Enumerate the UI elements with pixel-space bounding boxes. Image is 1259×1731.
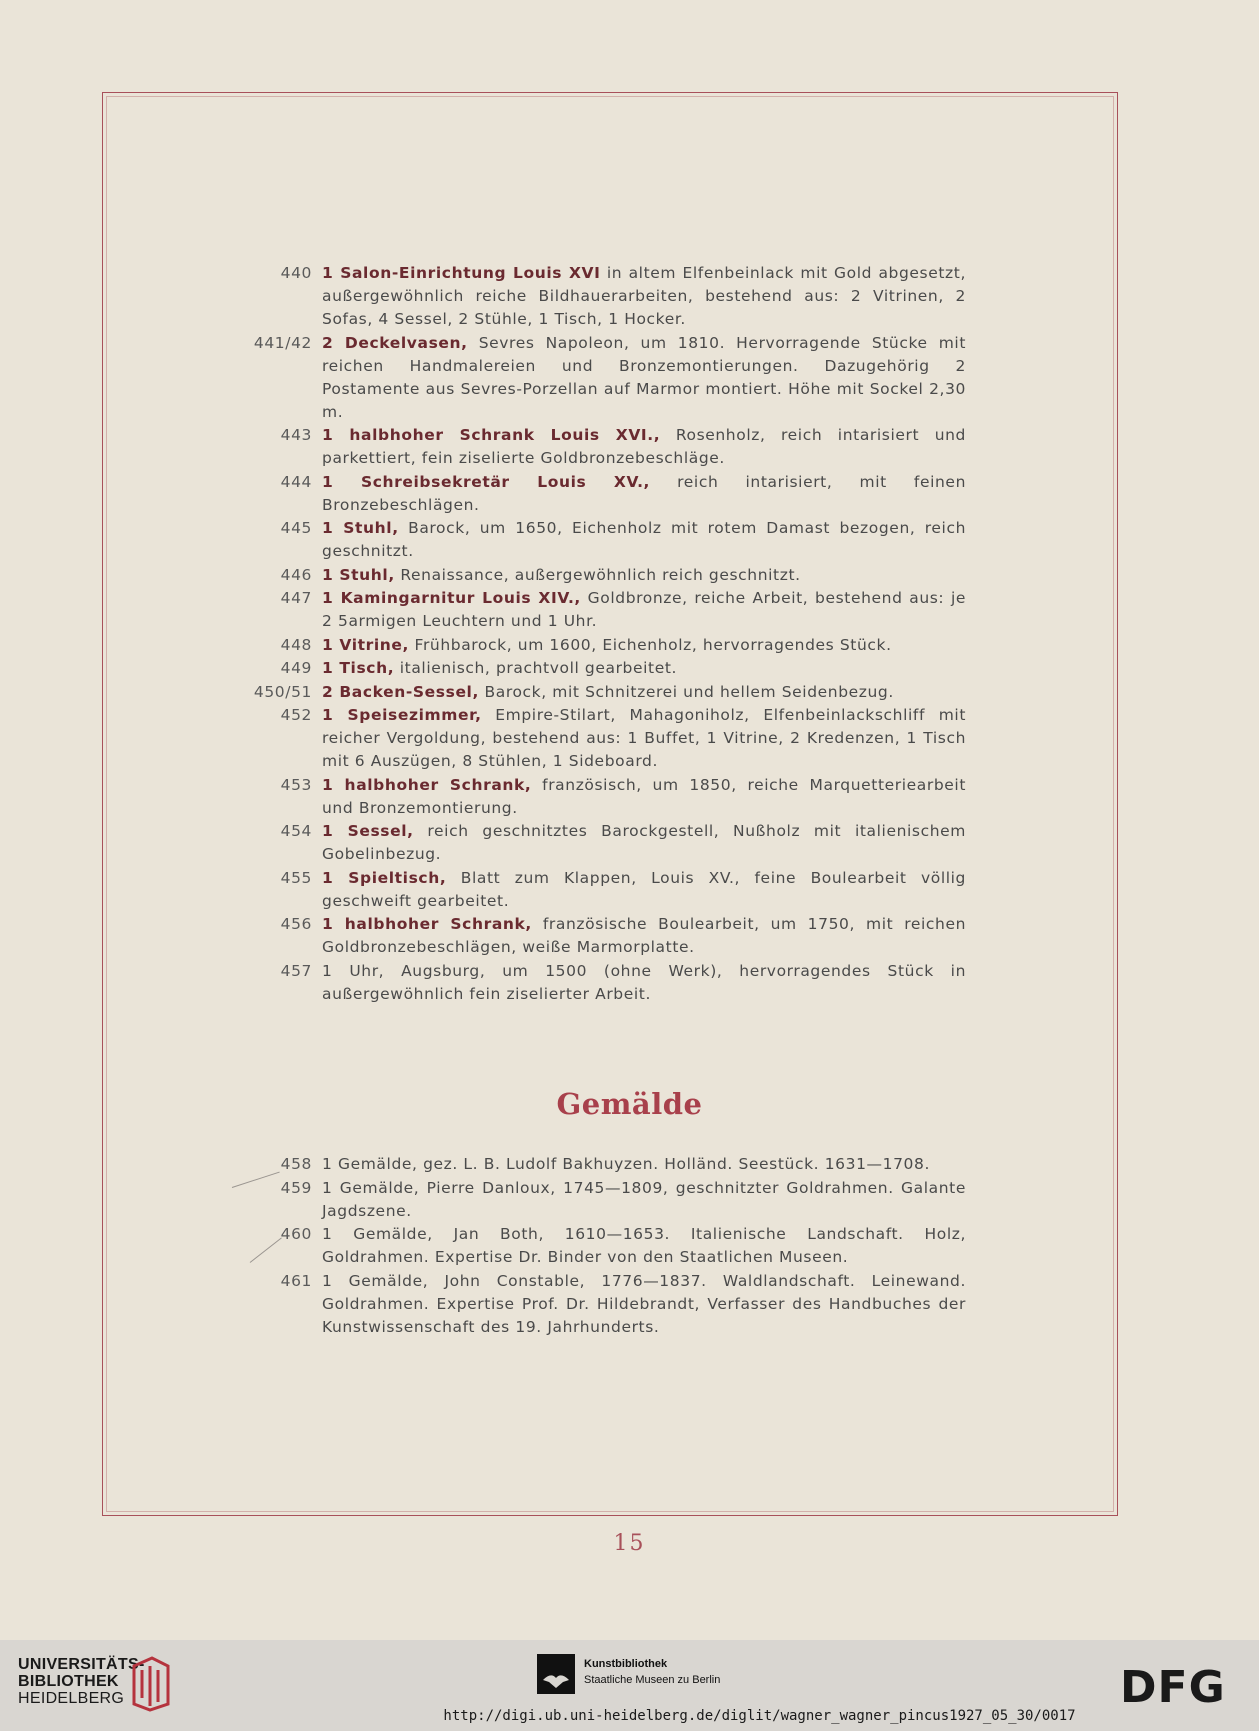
- catalog-entry: [250, 774, 966, 820]
- lot-description: französisch, um 1850, reiche Marquetteriearbeit und Bronzemontierung.: [322, 775, 967, 817]
- lot-title: 1 Schreibsekretär Louis XV.,: [322, 472, 651, 491]
- lot-number: 461: [280, 1271, 312, 1290]
- furniture-entry-list: [250, 262, 966, 1006]
- lot-number: 456: [280, 915, 312, 933]
- lot-number: 444: [280, 472, 312, 491]
- catalog-entry: [250, 1153, 966, 1176]
- lot-title: 1 Sessel,: [322, 822, 414, 840]
- painting-entry-list: [250, 1153, 966, 1339]
- lot-title: 1 halbhoher Schrank,: [322, 775, 532, 794]
- lot-number: 449: [280, 659, 312, 677]
- catalog-entry: [250, 1223, 966, 1269]
- lot-number: 443: [280, 426, 312, 444]
- lot-title: 2 Deckelvasen,: [322, 333, 468, 352]
- catalog-entry: [250, 424, 966, 470]
- catalog-entry: [250, 681, 966, 704]
- lot-description: Rosenholz, reich intarisiert und parkettiert, fein ziselierte Goldbronzebeschläge.: [322, 426, 966, 467]
- lot-title: 1 Stuhl,: [322, 519, 399, 537]
- catalog-entry: [250, 332, 966, 424]
- lot-description: Empire-Stilart, Mahagoniholz, Elfenbeinlackschliff mit reicher Vergoldung, bestehend aus: 1 Buffet, 1 Vitrine, 2 Kredenzen, 1 Tisch mit 6 Auszügen, 8 Stühlen, 1 Sideboard.: [322, 706, 967, 770]
- lot-description: 1 Gemälde, gez. L. B. Ludolf Bakhuyzen. Holländ. Seestück. 1631—1708.: [322, 1155, 931, 1173]
- ub-logo-line: UNIVERSITÄTS-: [18, 1656, 145, 1673]
- lot-description: reich intarisiert, mit feinen Bronzebeschlägen.: [322, 472, 966, 514]
- catalog-entry: [250, 704, 966, 773]
- catalog-entry: [250, 262, 966, 331]
- catalog-entry: [250, 634, 966, 657]
- lot-description: in altem Elfenbeinlack mit Gold abgesetzt, außergewöhnlich reiche Bildhauerarbeiten, bestehend aus: 2 Vitrinen, 2 Sofas, 4 Sessel, 2 Stühle, 1 Tisch, 1 Hocker.: [322, 264, 966, 328]
- lot-description: Goldbronze, reiche Arbeit, bestehend aus: je 2 5armigen Leuchtern und 1 Uhr.: [322, 589, 966, 630]
- catalog-entry: [250, 587, 966, 633]
- lot-number: 441/42: [253, 333, 312, 352]
- catalog-entry: [250, 867, 966, 913]
- catalog-entry: [250, 564, 966, 587]
- lot-description: Barock, um 1650, Eichenholz mit rotem Damast bezogen, reich geschnitzt.: [322, 519, 967, 560]
- lot-title: 1 Speisezimmer,: [322, 706, 482, 724]
- lot-number: 448: [280, 635, 312, 654]
- ub-logo-line: HEIDELBERG: [18, 1690, 125, 1707]
- lot-number: 457: [280, 961, 312, 980]
- catalog-entry: [250, 657, 966, 680]
- lot-title: 1 Spieltisch,: [322, 868, 447, 887]
- page-number: 15: [613, 1531, 646, 1556]
- catalog-entry: [250, 820, 966, 866]
- lot-number: 452: [280, 706, 312, 724]
- lot-number: 453: [280, 775, 312, 794]
- lot-description: reich geschnitztes Barockgestell, Nußholz mit italienischem Gobelinbezug.: [322, 822, 966, 863]
- lot-number: 440: [280, 264, 312, 282]
- lot-description: 1 Gemälde, Pierre Danloux, 1745—1809, geschnitzter Goldrahmen. Galante Jagdszene.: [322, 1178, 966, 1220]
- ub-logo-line: BIBLIOTHEK: [18, 1673, 119, 1690]
- lot-title: 1 Stuhl,: [322, 565, 395, 584]
- lot-title: 1 Kamingarnitur Louis XIV.,: [322, 589, 581, 607]
- lot-description: französische Boulearbeit, um 1750, mit reichen Goldbronzebeschlägen, weiße Marmorplatte.: [322, 915, 966, 956]
- lot-description: italienisch, prachtvoll gearbeitet.: [394, 659, 678, 677]
- lot-number: 450/51: [253, 682, 312, 701]
- lot-number: 460: [280, 1225, 312, 1243]
- lot-description: Frühbarock, um 1600, Eichenholz, hervorragendes Stück.: [409, 635, 892, 654]
- digitization-footer: [0, 1640, 1259, 1731]
- lot-description: Barock, mit Schnitzerei und hellem Seidenbezug.: [478, 682, 894, 701]
- catalog-entry: [250, 913, 966, 959]
- lot-number: 446: [280, 565, 312, 584]
- lot-description: 1 Uhr, Augsburg, um 1500 (ohne Werk), hervorragendes Stück in außergewöhnlich fein ziselierter Arbeit.: [322, 961, 966, 1003]
- lot-number: 454: [280, 822, 312, 840]
- kb-subtitle: Staatliche Museen zu Berlin: [584, 1674, 721, 1686]
- lot-title: 1 Vitrine,: [322, 635, 410, 654]
- catalog-entry: [250, 1270, 966, 1339]
- lot-description: 1 Gemälde, John Constable, 1776—1837. Waldlandschaft. Leinewand. Goldrahmen. Expertise Prof. Dr. Hildebrandt, Verfasser des Handbuches der Kunstwissenschaft des 19. Jahrhunderts.: [322, 1271, 966, 1336]
- lot-description: Sevres Napoleon, um 1810. Hervorragende Stücke mit reichen Handmalereien und Bronzemontierungen. Dazugehörig 2 Postamente aus Sevres-Porzellan auf Marmor montiert. Höhe mit Sockel 2,30 m.: [322, 333, 966, 421]
- lot-title: 1 Salon-Einrichtung Louis XVI: [322, 264, 601, 282]
- permalink-url[interactable]: http://digi.ub.uni-heidelberg.de/diglit/wagner_wagner_pincus1927_05_30/0017: [443, 1708, 1076, 1724]
- section-heading: Gemälde: [556, 1087, 703, 1121]
- lot-title: 2 Backen-Sessel,: [322, 682, 479, 701]
- lot-title: 1 Tisch,: [322, 659, 395, 677]
- catalog-entry: [250, 960, 966, 1006]
- ub-heidelberg-logo[interactable]: [18, 1656, 145, 1707]
- kb-name: Kunstbibliothek: [584, 1658, 668, 1670]
- lot-number: 458: [280, 1155, 312, 1173]
- dfg-logo[interactable]: DFG: [1120, 1662, 1226, 1713]
- ub-emblem-icon: [128, 1652, 174, 1712]
- lot-number: 455: [280, 868, 312, 887]
- lot-title: 1 halbhoher Schrank Louis XVI.,: [322, 426, 661, 444]
- catalog-entry: [250, 1177, 966, 1223]
- lot-description: 1 Gemälde, Jan Both, 1610—1653. Italienische Landschaft. Holz, Goldrahmen. Expertise Dr. Binder von den Staatlichen Museen.: [322, 1225, 966, 1266]
- lot-number: 445: [280, 519, 312, 537]
- lot-number: 459: [280, 1178, 312, 1197]
- lot-description: Renaissance, außergewöhnlich reich geschnitzt.: [394, 565, 801, 584]
- lot-description: Blatt zum Klappen, Louis XV., feine Boulearbeit völlig geschweift gearbeitet.: [322, 868, 966, 910]
- kunstbibliothek-text: [584, 1656, 720, 1688]
- lot-number: 447: [280, 589, 312, 607]
- catalog-entry: [250, 471, 966, 517]
- lot-title: 1 halbhoher Schrank,: [322, 915, 532, 933]
- catalog-entry: [250, 517, 966, 563]
- kunstbibliothek-eagle-icon: [537, 1654, 575, 1694]
